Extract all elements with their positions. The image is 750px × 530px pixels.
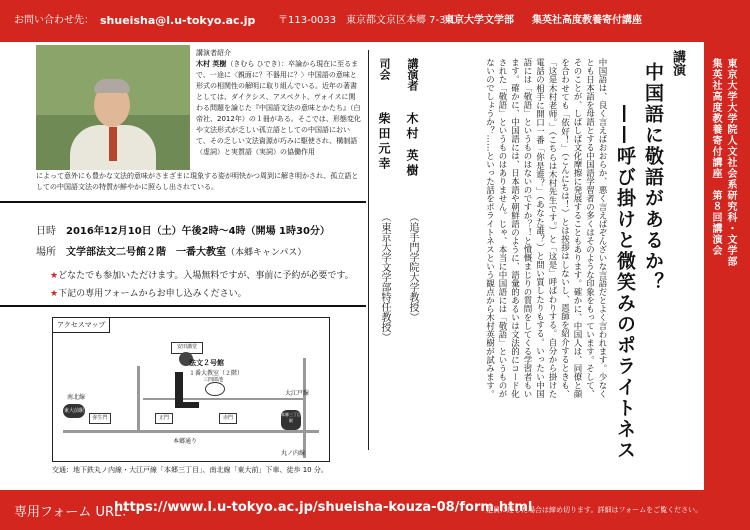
map-transport: 交通：地下鉄丸ノ内線・大江戸線「本郷三丁目」、南北線「東大前」下車、徒歩 10 分。	[52, 466, 328, 474]
lecture-intro: 中国語は、良く言えばおおらか、悪く言えばぞんざいな言語だとよく言われます。少なくとも日本語を母語とする中国語学習者の多くはそのような印象をもっています。そして、そのことが、しばしば文化摩擦に発展することもあります。確かに、中国人は、同僚と顔を合わせても「依好！」（こんにちは！）とは挨拶はしないし、恩師を紹介するときも、「这是木村老师。」（こちらは木村先生です。）と「这是」呼ばわりする。自分から掛けた電話の相手に開口一番「你是谁？」（あなた誰？）と問い質したりもする。いったい中国語には「敬語」というものはないのですか？！と憤慨まじりの質問をしてくる学習者もいます。確かに、中国語には、日本語や朝鮮語のように、語彙的あるいは文法的にコード化された「敬語」というものはありません。じゃ、本当に中国語には「敬語」というものがないのでしょうか？……といった話をポライトネスという観点から木村英樹が試みます。	[484, 58, 607, 398]
access-map	[52, 317, 330, 462]
series-line-1: 東京大学大学院人文社会系研究科・文学部	[725, 58, 736, 267]
map-sanshiro: 三四郎池	[203, 377, 224, 383]
place-name: 文学部法文二号館２階 一番大教室	[66, 247, 226, 258]
place-note: （本郷キャンパス）	[226, 248, 307, 258]
profile-heading: 講演者紹介	[196, 49, 231, 57]
profile-text-full: によって意外にも豊かな文法的意味がさまざまに現象する姿が明快かつ周到に解き明かされ、孤立語としての中国語文法の特質が鮮やかに照らし出されている。	[36, 172, 359, 191]
road-hongo-dori	[63, 430, 319, 433]
hobun-wing	[175, 402, 199, 408]
address: 東京都文京区本郷 7-3-1	[346, 15, 456, 26]
moderator-name: 柴田元幸	[377, 112, 391, 172]
map-hongo-dori: 本郷通り	[173, 438, 198, 445]
note-2: ★下記の専用フォームからお申し込みください。	[50, 289, 247, 299]
lecturer-affiliation: （追手門学院大学教授）	[407, 212, 418, 322]
map-hobun-sub: １番大教室（２階）	[189, 370, 244, 377]
map-yayoi: 弥生門	[89, 413, 111, 424]
map-todaimae: 東大前駅	[63, 404, 85, 418]
map-oedo: 大江戸線	[285, 390, 310, 397]
form-label: 専用フォーム URL：	[14, 505, 135, 520]
column-divider	[368, 50, 369, 450]
section-rule-top	[0, 201, 366, 203]
date-label: 日時	[36, 226, 56, 237]
map-marunouchi: 丸ノ内線	[281, 450, 306, 457]
road-vertical-2	[303, 358, 306, 458]
lecture-label: 講演	[670, 50, 685, 76]
header-bar	[0, 0, 750, 42]
star-icon: ★	[50, 271, 59, 281]
map-hobun: 法文２号館	[189, 359, 224, 367]
footer-bar	[0, 490, 750, 530]
place-value	[66, 243, 306, 258]
org-name: 東京大学文学部	[444, 15, 514, 26]
postal-code: 〒113-0033	[278, 15, 337, 26]
chair-name: 集英社高度教養寄付講座	[532, 15, 642, 26]
lecture-title-line-1: 中国語に敬語があるか？	[642, 62, 664, 293]
series-line-2: 集英社高度教養寄付講座 第８回講演会	[710, 58, 721, 256]
note-1: ★どなたでも参加いただけます。入場無料ですが、事前に予約が必要です。	[50, 271, 354, 281]
map-akamon: 赤門	[219, 413, 237, 424]
contact-email[interactable]: shueisha@l.u-tokyo.ac.jp	[100, 14, 256, 27]
place-label: 場所	[36, 247, 56, 258]
profile-name: 木村 英樹	[196, 60, 227, 68]
contact-label: お問い合わせ先：	[14, 15, 94, 26]
profile-block	[196, 48, 362, 158]
map-seimon: 正門	[155, 413, 173, 424]
section-rule-bottom	[0, 305, 366, 307]
map-yasuda: 安田講堂	[171, 342, 203, 354]
map-minamikita: 南北線	[67, 394, 86, 401]
map-hongo3: 本郷三丁目駅	[281, 410, 301, 430]
moderator-affiliation: （東京大学文学部特任教授）	[379, 212, 390, 342]
footer-note: 定員に達した場合は締め切ります。詳細はフォームをご覧ください。	[486, 506, 703, 514]
road-horizontal	[143, 398, 303, 400]
lecturer-label: 講演者	[406, 58, 419, 91]
moderator-label: 司会	[378, 58, 391, 80]
star-icon: ★	[50, 289, 59, 299]
date-value: 2016年12月10日（土）午後2時〜4時（開場 1時30分）	[66, 226, 330, 237]
hobun-building	[175, 372, 183, 406]
road-vertical-1	[137, 366, 140, 432]
lecturer-name: 木村 英樹	[405, 112, 419, 180]
form-url-link[interactable]: https://www.l.u-tokyo.ac.jp/shueisha-kouza-08/form.html	[114, 500, 533, 515]
lecturer-photo	[36, 45, 190, 170]
profile-text-side: （きむら ひでき）：卒論から現在に至るまで、一途に〈親面に？不器用に？〉中国語の意味と形式の相関性の解明に取り組んでいる。近年の著書としては、ダイクシス、アスペクト、ヴォイスに関わる問題を論じた『中国語文法の意味とかたち』（白帝社、2012年）の１冊がある。そこでは、形態変化や文法形式が乏しい孤立語としての中国語において、その乏しい文法資源が巧みに駆使され、構制語（虚詞）と実質語（実詞）の協働作用	[196, 60, 361, 156]
map-title: アクセスマップ	[53, 318, 110, 333]
lecture-title-line-2: ——呼び掛けと微笑みのポライトネス	[614, 104, 636, 461]
sanshiro-pond	[205, 382, 225, 396]
